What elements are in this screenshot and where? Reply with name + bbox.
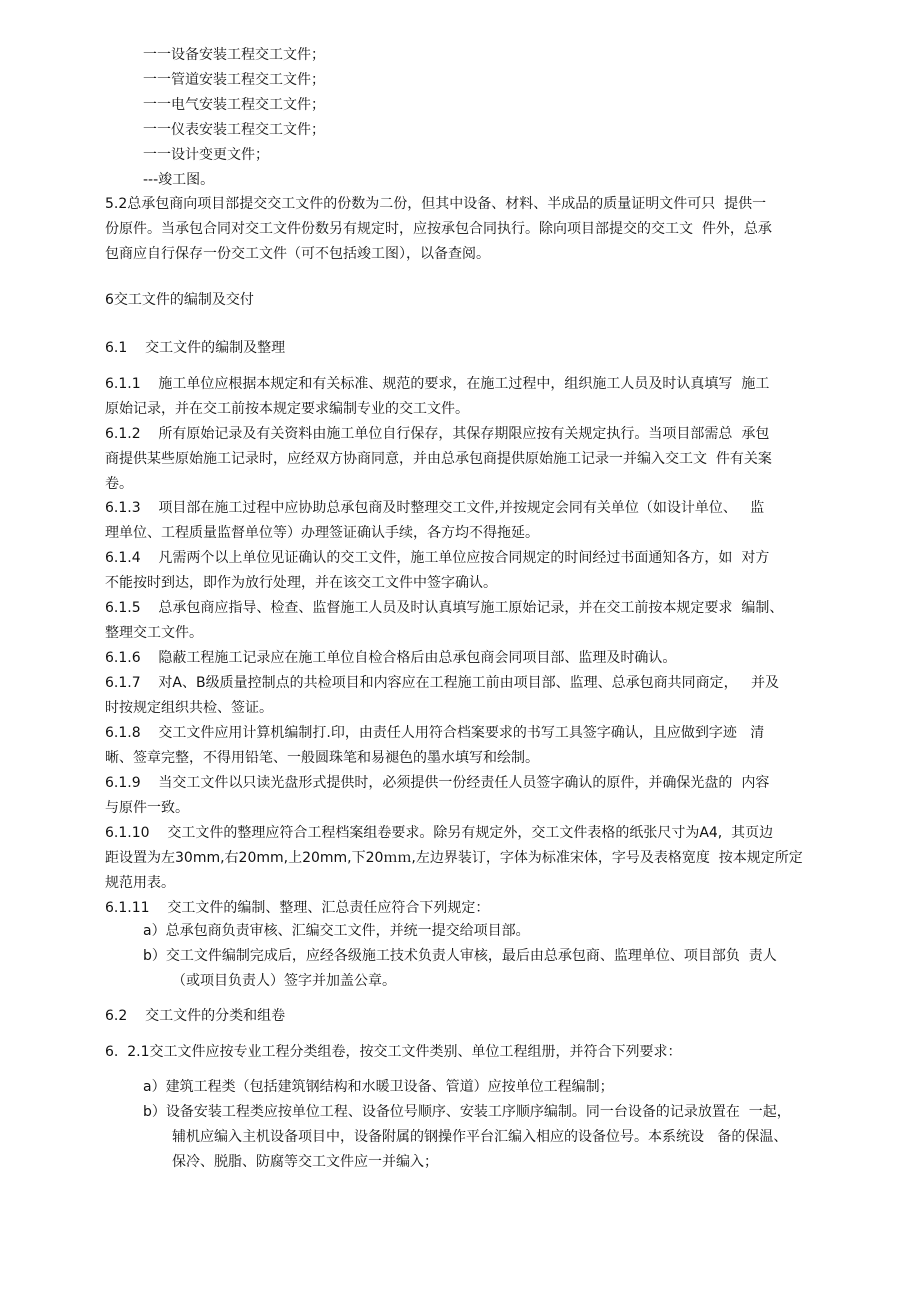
list-item: a）建筑工程类（包括建筑钢结构和水暖卫设备、管道）应按单位工程编制； [143, 1079, 614, 1095]
paragraph-5-2-line: 5.2总承包商向项目部提交交工文件的份数为二份，但其中设备、材料、半成品的质量证明文件可只 提供一 [105, 196, 767, 212]
paragraph-6-1-2-line: 卷。 [105, 476, 133, 492]
paragraph-6-1-10-line: 距设置为左30mm,右20mm,上20mm,下20ｍｍ,左边界装订，字体为标准宋体，字号及表格宽度 按本规定所定 [105, 850, 803, 866]
paragraph-6-1-7-line: 时按规定组织共检、签证。 [105, 700, 273, 716]
list-item: ---竣工图。 [143, 172, 215, 188]
paragraph-6-1-5-line: 6.1.5 总承包商应指导、检查、监督施工人员及时认真填写施工原始记录，并在交工前按本规定要求 编制、 [105, 600, 784, 616]
paragraph-6-1-4-line: 不能按时到达，即作为放行处理，并在该交工文件中签字确认。 [105, 575, 497, 591]
paragraph-6-1-8-line: 晰、签章完整，不得用铅笔、一般圆珠笔和易褪色的墨水填写和绘制。 [105, 750, 539, 766]
paragraph-6-1-4-line: 6.1.4 凡需两个以上单位见证确认的交工文件，施工单位应按合同规定的时间经过书面通知各方，如 对方 [105, 550, 770, 566]
paragraph-6-1-3-line: 6.1.3 项目部在施工过程中应协助总承包商及时整理交工文件,并按规定会同有关单位（如设计单位、 监 [105, 500, 765, 516]
paragraph-6-1-1-line: 6.1.1 施工单位应根据本规定和有关标准、规范的要求，在施工过程中，组织施工人员及时认真填写 施工 [105, 376, 770, 392]
paragraph-6-1-6-line: 6.1.6 隐蔽工程施工记录应在施工单位自检合格后由总承包商会同项目部、监理及时确认。 [105, 650, 677, 666]
paragraph-6-1-9-line: 与原件一致。 [105, 800, 189, 816]
paragraph-6-1-10-line: 规范用表。 [105, 875, 175, 891]
list-item: 一一管道安装工程交工文件； [143, 72, 325, 88]
list-item: 一一仪表安装工程交工文件； [143, 122, 325, 138]
paragraph-6-2-1: 6. 2.1交工文件应按专业工程分类组卷，按交工文件类别、单位工程组册，并符合下列要求： [105, 1044, 682, 1060]
section-heading-6: 6交工文件的编制及交付 [105, 292, 254, 308]
paragraph-6-1-10-line: 6.1.10 交工文件的整理应符合工程档案组卷要求。除另有规定外，交工文件表格的纸张尺寸为A4, 其页边 [105, 825, 774, 841]
paragraph-6-1-3-line: 理单位、工程质量监督单位等）办理签证确认手续，各方均不得拖延。 [105, 525, 539, 541]
paragraph-6-1-1-line: 原始记录，并在交工前按本规定要求编制专业的交工文件。 [105, 401, 469, 417]
paragraph-6-1-8-line: 6.1.8 交工文件应用计算机编制打.印，由责任人用符合档案要求的书写工具签字确认，且应做到字迹 清 [105, 725, 765, 741]
paragraph-6-1-7-line: 6.1.7 对A、B级质量控制点的共检项目和内容应在工程施工前由项目部、监理、总承包商共同商定， 并及 [105, 675, 779, 691]
paragraph-5-2-line: 包商应自行保存一份交工文件（可不包括竣工图），以备查阅。 [105, 246, 490, 262]
list-item: a）总承包商负责审核、汇编交工文件，并统一提交给项目部。 [143, 923, 530, 939]
list-item-continuation: 辅机应编入主机设备项目中，设备附属的钢操作平台汇编入相应的设备位号。本系统设 备的保温、 [172, 1129, 788, 1145]
paragraph-6-1-5-line: 整理交工文件。 [105, 625, 203, 641]
list-item: 一一设备安装工程交工文件； [143, 47, 325, 63]
section-heading-6-2: 6.2 交工文件的分类和组卷 [105, 1008, 286, 1024]
paragraph-6-1-2-line: 6.1.2 所有原始记录及有关资料由施工单位自行保存，其保存期限应按有关规定执行。当项目部需总 承包 [105, 426, 770, 442]
list-item: 一一设计变更文件； [143, 147, 269, 163]
list-item-continuation: （或项目负责人）签字并加盖公章。 [172, 973, 396, 989]
list-item: 一一电气安装工程交工文件； [143, 97, 325, 113]
paragraph-6-1-9-line: 6.1.9 当交工文件以只读光盘形式提供时，必须提供一份经责任人员签字确认的原件，并确保光盘的 内容 [105, 775, 770, 791]
list-item: b）交工文件编制完成后，应经各级施工技术负责人审核，最后由总承包商、监理单位、项目部负 责人 [143, 948, 777, 964]
paragraph-5-2-line: 份原件。当承包合同对交工文件份数另有规定时，应按承包合同执行。除向项目部提交的交工文 件外，总承 [105, 221, 772, 237]
paragraph-6-1-2-line: 商提供某些原始施工记录时，应经双方协商同意，并由总承包商提供原始施工记录一并编入交工文 件有关案 [105, 451, 772, 467]
section-heading-6-1: 6.1 交工文件的编制及整理 [105, 340, 286, 356]
paragraph-6-1-11: 6.1.11 交工文件的编制、整理、汇总责任应符合下列规定： [105, 900, 490, 916]
list-item: b）设备安装工程类应按单位工程、设备位号顺序、安装工序顺序编制。同一台设备的记录放置在 一起， [143, 1104, 791, 1120]
list-item-continuation: 保冷、脱脂、防腐等交工文件应一并编入； [172, 1154, 438, 1170]
